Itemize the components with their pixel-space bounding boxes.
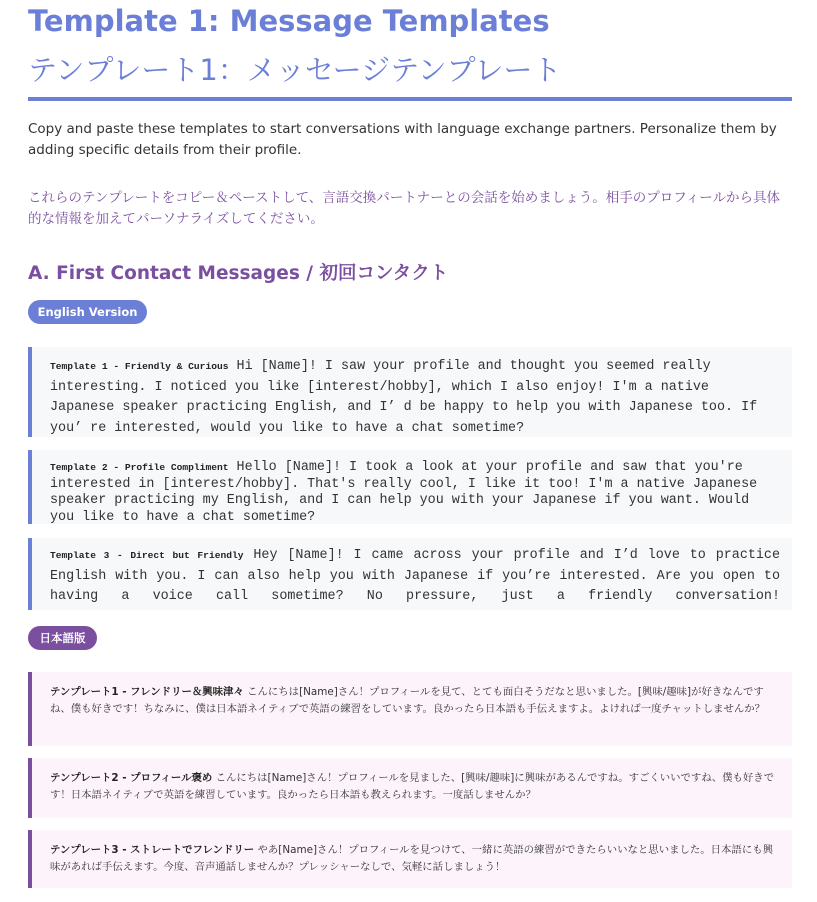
template-text: Hi [Name]! I saw your profile and thought you seemed really interesting. I noticed you like [interest/hobby], which I also enjoy! I'm a native Japanese speaker practicing English, and I’ d be happy to help you with Japanese too. If you’ re interested, would you like to have a chat sometime?	[50, 359, 758, 436]
title-divider	[28, 97, 792, 101]
template-card-japanese-2[interactable]	[28, 758, 792, 818]
template-label: テンプレート3 - ストレートでフレンドリー	[50, 844, 255, 856]
template-label: Template 1 - Friendly & Curious	[50, 361, 229, 372]
english-version-badge: English Version	[28, 300, 147, 324]
template-text: こんにちは[Name]さん！プロフィールを見て、とても面白そうだなと思いました。[興味/趣味]が好きなんですね、僕も好きです！ちなみに、僕は日本語ネイティブで英語の練習をしています。良かったら日本語も手伝えますよ。よければ一度チャットしませんか？	[50, 686, 766, 715]
template-text: Hello [Name]! I took a look at your profile and saw that you're interested in [interest/hobby]. That's really cool, I like it too! I'm a native Japanese speaker practicing my English, and I can help you with your Japanese if you want. Would you like to have a chat sometime?	[50, 460, 758, 525]
intro-english: Copy and paste these templates to start conversations with language exchange partners. Personalize them by adding specific details from their profile.	[28, 121, 777, 158]
template-text: こんにちは[Name]さん！プロフィールを見ました、[興味/趣味]に興味があるんですね。すごくいいですね、僕も好きです！日本語ネイティブで英語を練習しています。良かったら日本語も教えられます。一度話しませんか？	[50, 772, 775, 801]
page-title-japanese: テンプレート1：メッセージテンプレート	[28, 53, 562, 87]
template-label: テンプレート2 - プロフィール褒め	[50, 772, 213, 784]
template-card-japanese-3[interactable]	[28, 830, 792, 888]
template-card-english-3[interactable]	[28, 538, 792, 610]
template-card-japanese-1[interactable]	[28, 672, 792, 746]
page-title: Template 1: Message Templates	[28, 4, 550, 38]
japanese-version-badge: 日本語版	[28, 626, 97, 650]
intro-japanese: これらのテンプレートをコピー＆ペーストして、言語交換パートナーとの会話を始めましょう。相手のプロフィールから具体的な情報を加えてパーソナライズしてください。	[28, 190, 780, 227]
template-text: Hey [Name]! I came across your profile and I’d love to practice English with you. I can also help you with Japanese if you’re interested. Are you open to having a voice call sometime? No pressure, just a friendly conversation!	[50, 548, 781, 604]
template-label: テンプレート1 - フレンドリー＆興味津々	[50, 686, 244, 698]
template-text: やあ[Name]さん！プロフィールを見つけて、一緒に英語の練習ができたらいいなと思いました。日本語にも興味があれば手伝えます。今度、音声通話しませんか？プレッシャーなしで、気軽に話しましょう！	[50, 844, 773, 873]
template-label: Template 2 - Profile Compliment	[50, 462, 229, 473]
section-heading-first-contact: A. First Contact Messages / 初回コンタクト	[28, 263, 449, 284]
template-card-english-2[interactable]	[28, 450, 792, 524]
template-card-english-1[interactable]	[28, 347, 792, 437]
template-label: Template 3 - Direct but Friendly	[50, 550, 244, 561]
